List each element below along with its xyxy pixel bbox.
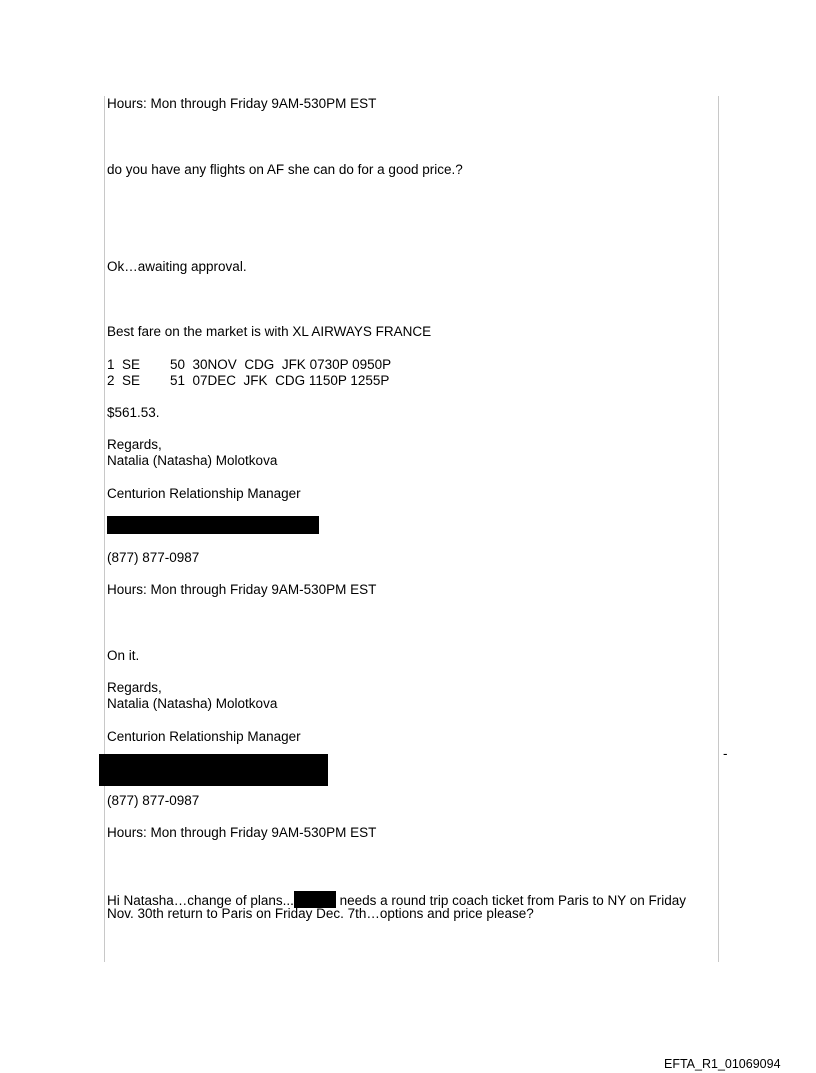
regards-line: Regards, — [107, 680, 162, 695]
redaction-block — [107, 516, 319, 534]
hours-line: Hours: Mon through Friday 9AM-530PM EST — [107, 96, 377, 111]
hours-line: Hours: Mon through Friday 9AM-530PM EST — [107, 582, 377, 597]
margin-dash: - — [723, 746, 728, 761]
regards-line: Regards, — [107, 437, 162, 452]
reply-line: On it. — [107, 648, 140, 663]
awaiting-line: Ok…awaiting approval. — [107, 259, 247, 274]
request-text-end: needs a round trip coach ticket from Paris to NY on Friday — [335, 893, 687, 908]
price-line: $561.53. — [107, 405, 160, 420]
request-line-2: Nov. 30th return to Paris on Friday Dec. 7th…options and price please? — [107, 906, 534, 921]
request-text-start: Hi Natasha…change of plans... — [107, 893, 294, 908]
signature-name: Natalia (Natasha) Molotkova — [107, 453, 278, 468]
flight-segment-2: 2 SE 51 07DEC JFK CDG 1150P 1255P — [107, 373, 390, 388]
best-fare-line: Best fare on the market is with XL AIRWAYS FRANCE — [107, 324, 432, 339]
hours-line: Hours: Mon through Friday 9AM-530PM EST — [107, 825, 377, 840]
right-border-line — [718, 96, 719, 962]
signature-name: Natalia (Natasha) Molotkova — [107, 696, 278, 711]
flight-segment-1: 1 SE 50 30NOV CDG JFK 0730P 0950P — [107, 357, 392, 372]
left-border-line — [104, 96, 105, 962]
phone-line: (877) 877-0987 — [107, 550, 200, 565]
redaction-block — [99, 754, 328, 786]
signature-title: Centurion Relationship Manager — [107, 486, 301, 501]
question-line: do you have any flights on AF she can do for a good price.? — [107, 162, 463, 177]
phone-line: (877) 877-0987 — [107, 793, 200, 808]
document-id-footer: EFTA_R1_01069094 — [664, 1057, 781, 1071]
signature-title: Centurion Relationship Manager — [107, 729, 301, 744]
